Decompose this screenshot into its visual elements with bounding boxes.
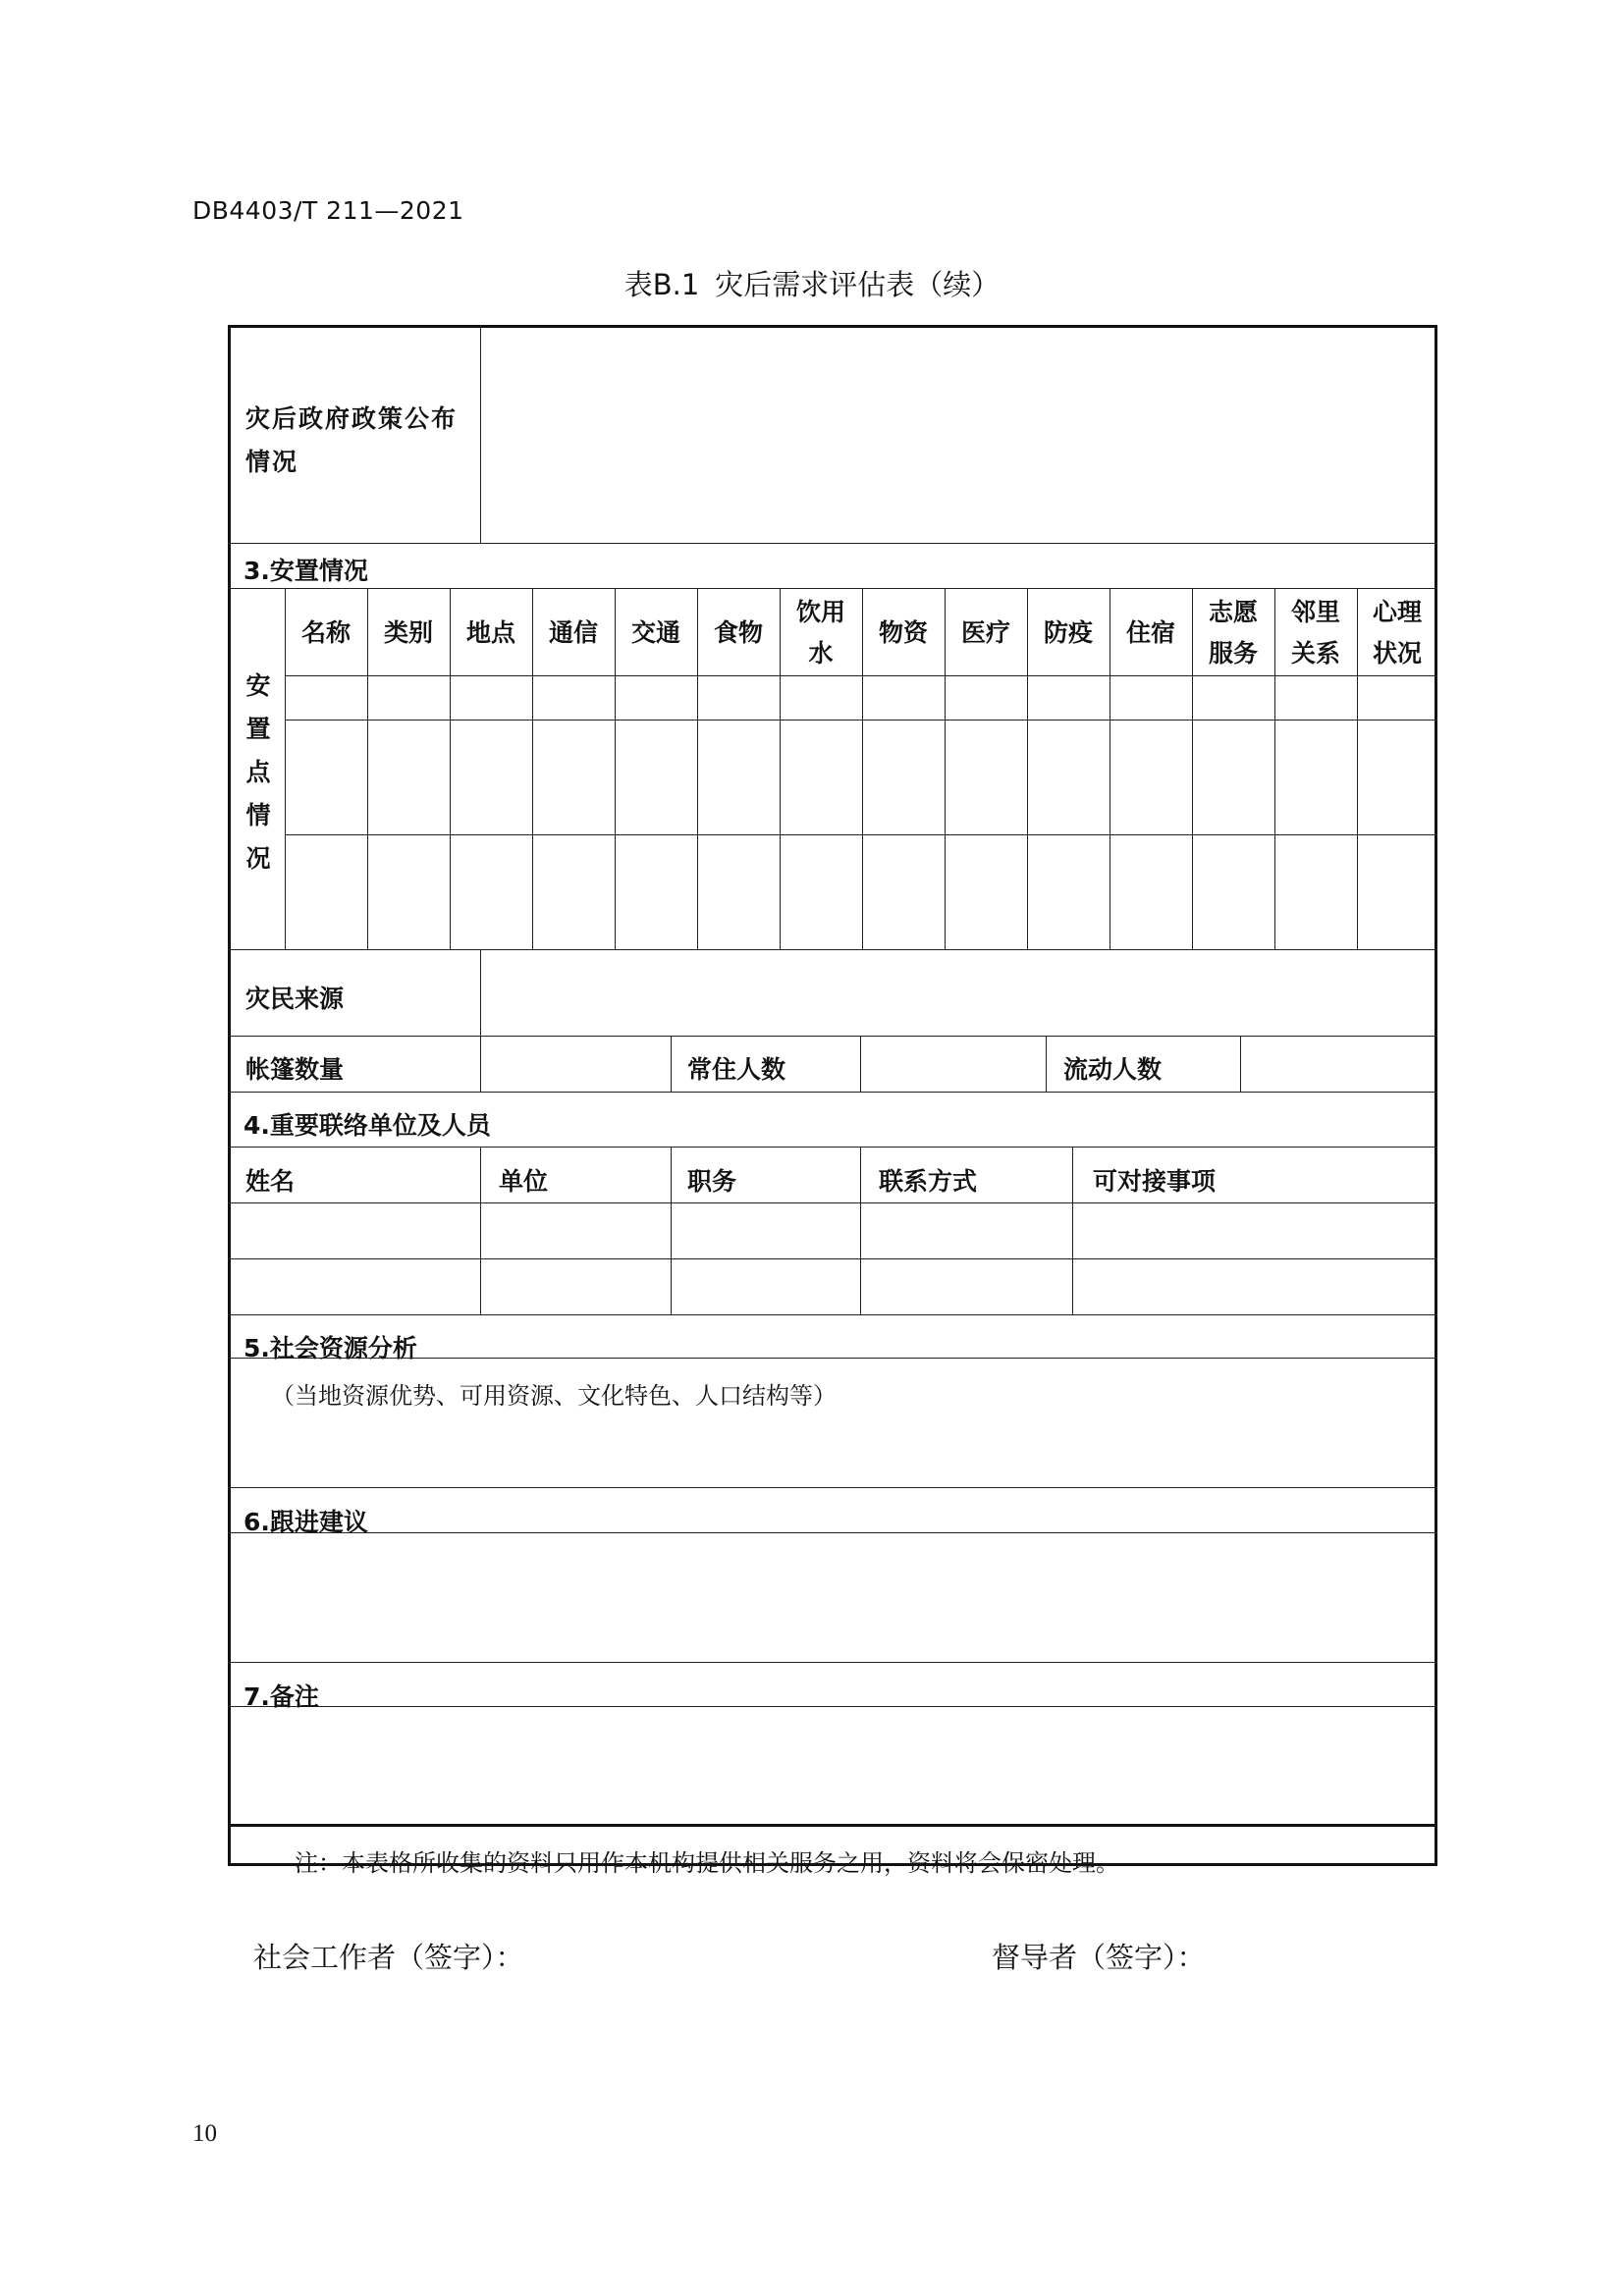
row-divider <box>228 1706 1437 1707</box>
row-divider <box>228 1487 1437 1488</box>
table-title <box>0 263 1624 303</box>
victim-source-label: 灾民来源 <box>245 985 345 1013</box>
section3-title: 3.安置情况 <box>244 557 368 585</box>
col-header-drinking-water: 饮用 水 <box>795 598 845 667</box>
col-header-name: 名称 <box>300 618 351 647</box>
col-divider <box>860 1036 861 1092</box>
col-header-transport: 交通 <box>630 618 680 647</box>
col-header-category: 类别 <box>383 618 433 647</box>
col-header-communication: 通信 <box>548 618 598 647</box>
row-divider <box>228 949 1437 950</box>
row-divider <box>228 1092 1437 1093</box>
section6-title: 6.跟进建议 <box>244 1508 368 1536</box>
row-divider <box>228 1036 1437 1037</box>
col-divider <box>1072 1147 1073 1314</box>
col-header-epidemic-prevention: 防疫 <box>1043 618 1093 647</box>
col-divider <box>1240 1036 1241 1092</box>
supervisor-signature-label: 督导者（签字）： <box>992 1941 1206 1974</box>
col-divider <box>480 1147 481 1314</box>
col-header-volunteer-service: 志愿 服务 <box>1208 598 1258 667</box>
row-divider <box>285 834 1437 835</box>
document-code: DB4403/T 211—2021 <box>192 196 464 225</box>
policy-label-line1: 灾后政府政策公布 <box>245 404 459 433</box>
settlement-side-char: 置 <box>245 715 271 743</box>
row-divider <box>285 720 1437 721</box>
row-divider <box>228 588 1437 589</box>
row-divider <box>285 675 1437 676</box>
col-header-supplies: 物资 <box>878 618 928 647</box>
settlement-side-char: 情 <box>245 801 271 829</box>
contact-header-matters: 可对接事项 <box>1093 1167 1217 1196</box>
row-divider <box>228 543 1437 544</box>
page-number: 10 <box>192 2120 217 2147</box>
col-divider <box>480 949 481 1092</box>
col-divider <box>671 1036 672 1092</box>
col-divider <box>671 1147 672 1314</box>
section5-title: 5.社会资源分析 <box>244 1334 417 1362</box>
row-divider <box>228 1258 1437 1259</box>
col-header-medical: 医疗 <box>960 618 1010 647</box>
contact-header-unit: 单位 <box>499 1167 549 1196</box>
section7-title: 7.备注 <box>244 1682 319 1711</box>
section4-title: 4.重要联络单位及人员 <box>244 1111 491 1140</box>
settlement-side-label <box>239 665 278 881</box>
row-divider <box>228 1662 1437 1663</box>
col-header-food: 食物 <box>713 618 763 647</box>
settlement-side-char: 安 <box>245 671 271 700</box>
row-divider-thick <box>228 1824 1437 1827</box>
row-divider <box>228 1532 1437 1533</box>
settlement-side-char: 况 <box>245 844 271 873</box>
resident-count-label: 常住人数 <box>687 1055 786 1084</box>
table-title-prefix: 表B.1 <box>623 268 700 301</box>
assessment-table <box>228 325 1437 1866</box>
social-worker-signature-label: 社会工作者（签字）： <box>253 1941 524 1974</box>
table-title-text: 灾后需求评估表（续） <box>715 268 1001 301</box>
tent-count-label: 帐篷数量 <box>245 1055 345 1084</box>
col-header-neighbor-relations: 邻里 关系 <box>1290 598 1340 667</box>
row-divider <box>228 1202 1437 1203</box>
col-divider <box>860 1147 861 1314</box>
col-header-psychological-state: 心理 状况 <box>1372 598 1422 667</box>
col-header-lodging: 住宿 <box>1125 618 1175 647</box>
contact-header-name: 姓名 <box>245 1167 296 1196</box>
row-divider <box>228 1314 1437 1315</box>
col-divider <box>1046 1036 1047 1092</box>
floating-count-label: 流动人数 <box>1063 1055 1163 1084</box>
confidentiality-note: 注：本表格所收集的资料只用作本机构提供相关服务之用，资料将会保密处理。 <box>295 1849 1119 1877</box>
policy-label-line2: 情况 <box>245 448 299 476</box>
contact-header-contact-method: 联系方式 <box>879 1167 978 1196</box>
section5-hint: （当地资源优势、可用资源、文化特色、人口结构等） <box>271 1382 837 1410</box>
settlement-side-char: 点 <box>245 758 271 786</box>
col-header-location: 地点 <box>465 618 515 647</box>
row-divider <box>228 1147 1437 1148</box>
col-divider <box>480 325 481 543</box>
contact-header-position: 职务 <box>687 1167 737 1196</box>
